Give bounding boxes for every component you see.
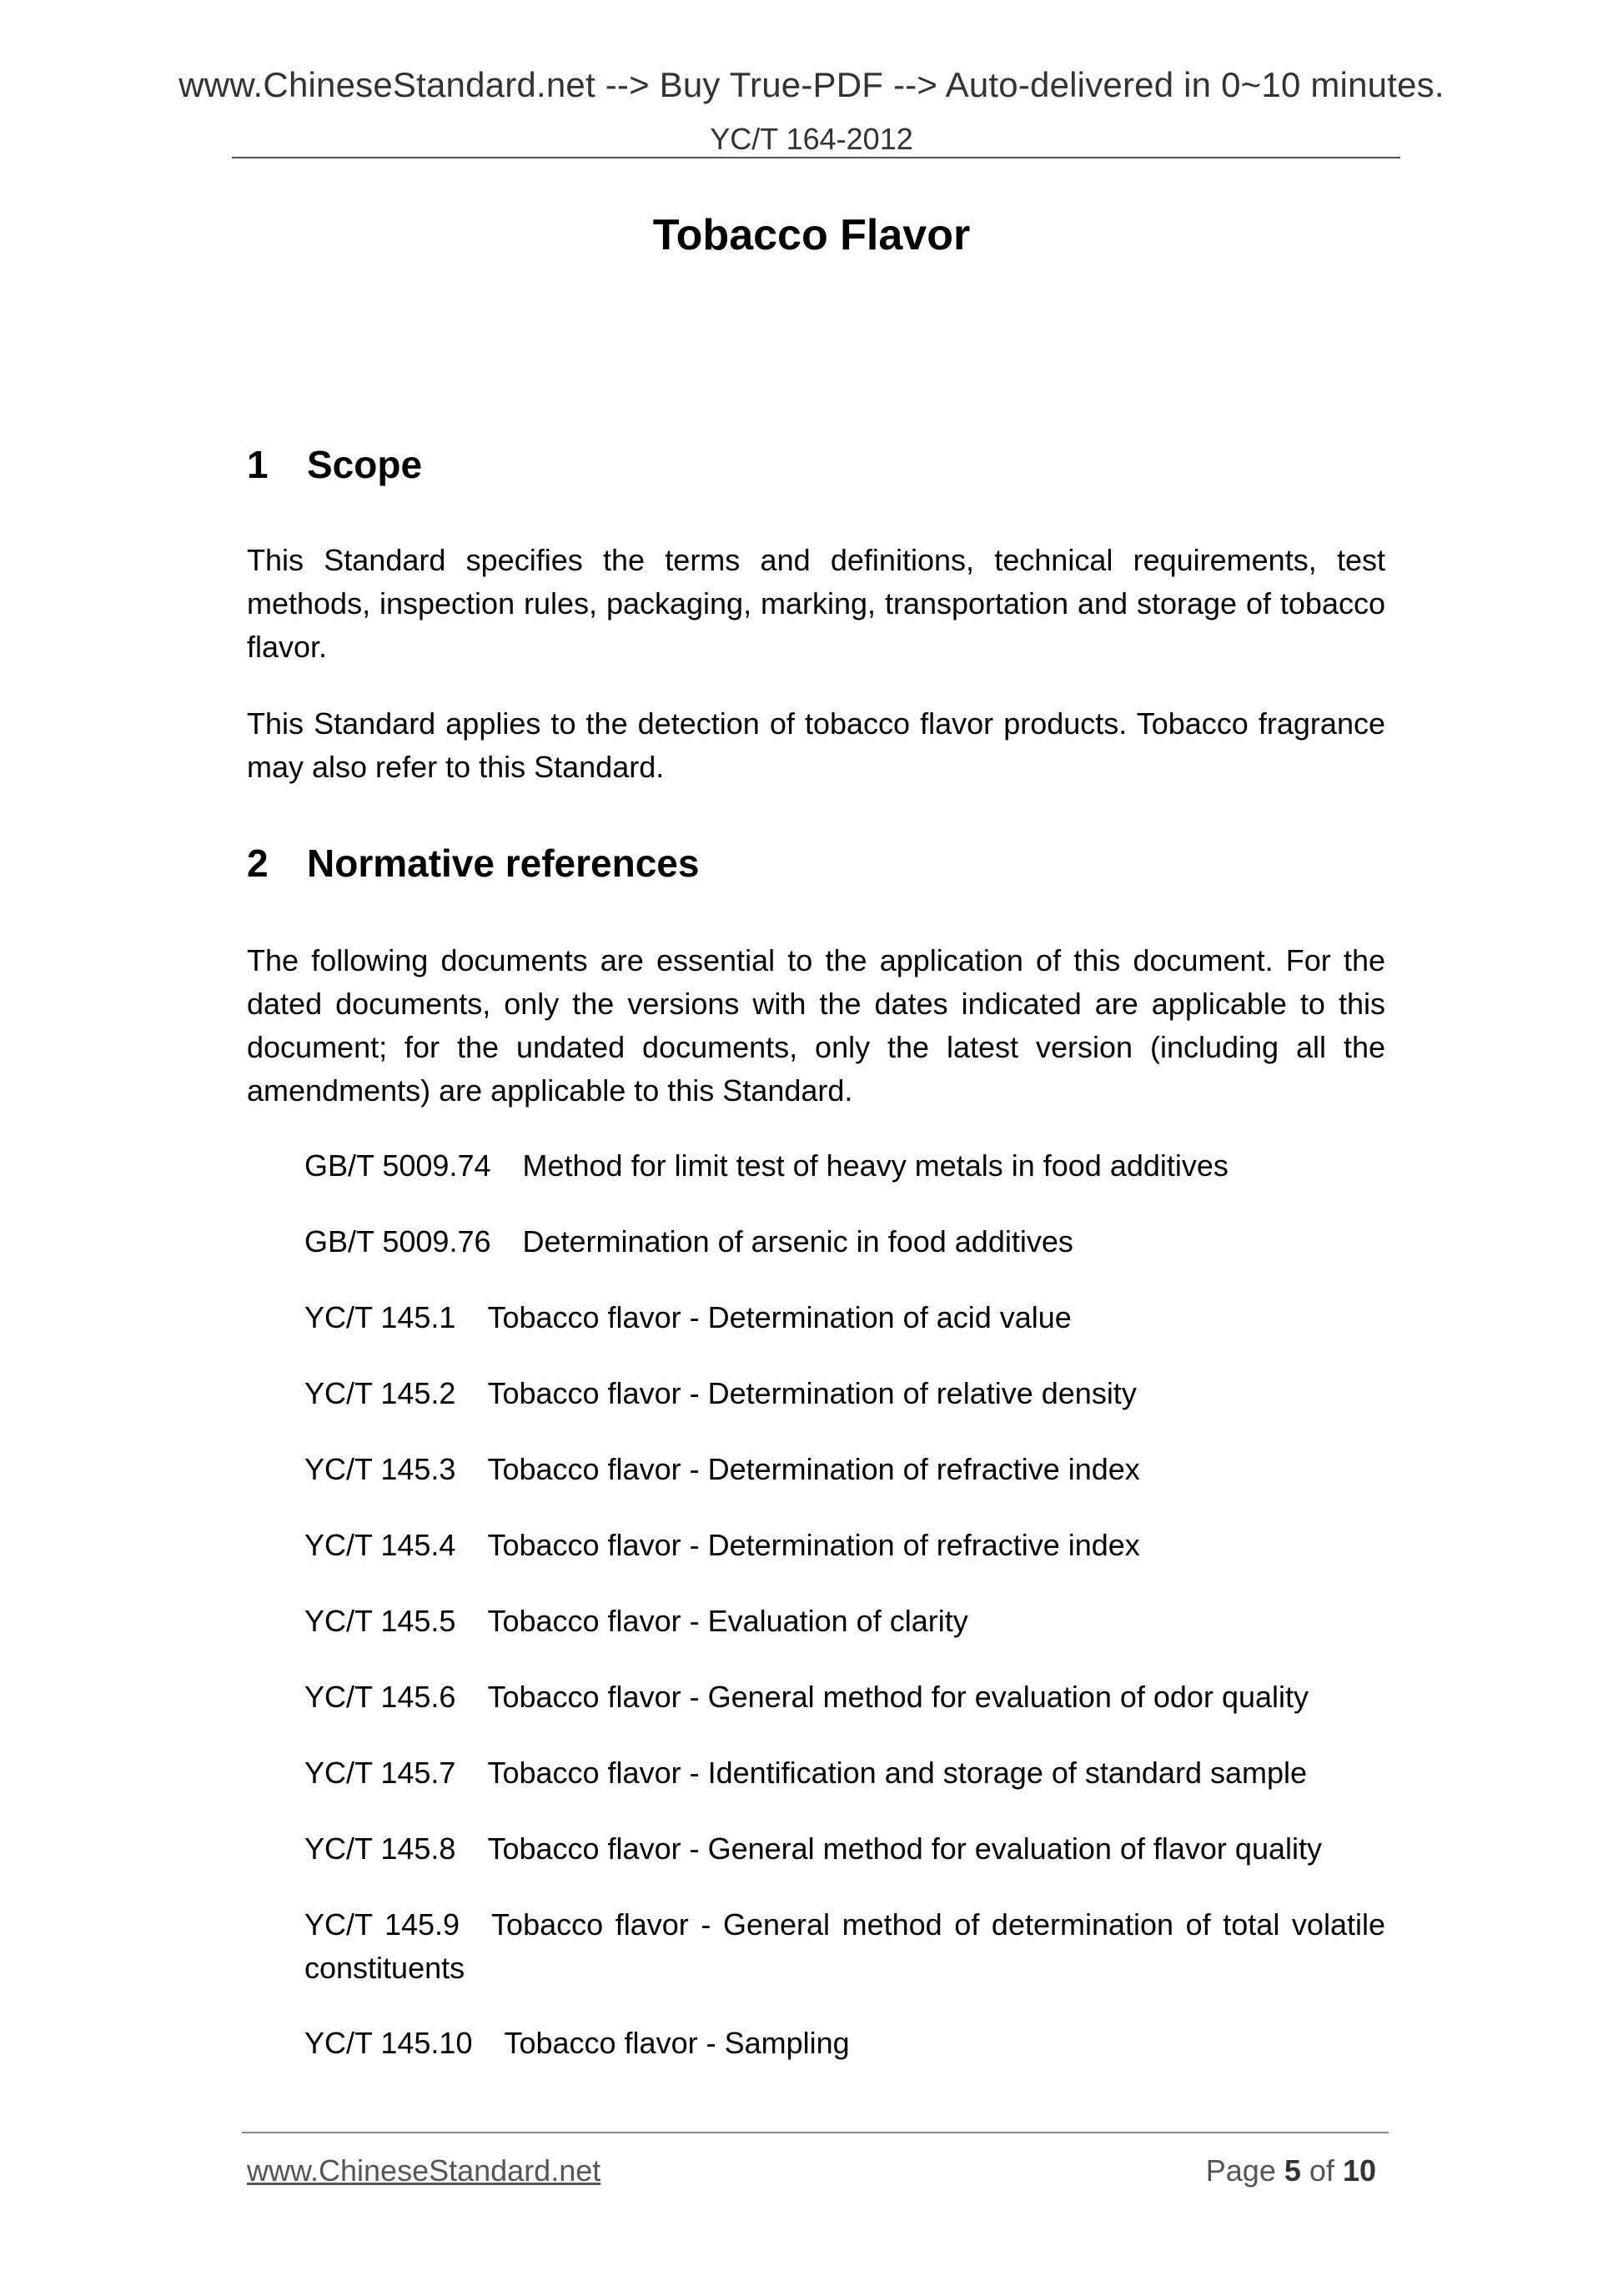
header-divider <box>232 157 1400 158</box>
reference-item <box>304 1220 1385 1264</box>
reference-code: YC/T 145.9 <box>304 1907 460 1942</box>
reference-code: YC/T 145.1 <box>304 1300 456 1334</box>
reference-item <box>304 1372 1385 1415</box>
scope-paragraph-2: This Standard applies to the detection of tobacco flavor products. Tobacco fragrance may also refer to this Standard. <box>247 706 1385 784</box>
reference-title: Tobacco flavor - Determination of relative density <box>487 1376 1137 1410</box>
header-banner: www.ChineseStandard.net --> Buy True-PDF --> Auto-delivered in 0~10 minutes. <box>178 65 1445 104</box>
document-title: Tobacco Flavor <box>652 211 971 259</box>
section-title: Normative references <box>307 842 700 885</box>
reference-item <box>304 2022 1385 2065</box>
reference-title: Tobacco flavor - Evaluation of clarity <box>487 1604 968 1638</box>
page-current: 5 <box>1284 2153 1301 2188</box>
page-indicator <box>1206 2153 1376 2188</box>
reference-title: Tobacco flavor - General method for evaluation of flavor quality <box>487 1831 1322 1866</box>
reference-item <box>304 1751 1385 1795</box>
reference-code: GB/T 5009.76 <box>304 1224 491 1259</box>
reference-code: YC/T 145.3 <box>304 1452 456 1486</box>
reference-item <box>304 1827 1385 1871</box>
reference-title: Tobacco flavor - General method of determination of total volatile constituents <box>304 1907 1385 1985</box>
reference-title: Tobacco flavor - Determination of acid value <box>487 1300 1072 1334</box>
reference-item <box>304 1144 1385 1188</box>
reference-code: GB/T 5009.74 <box>304 1148 491 1183</box>
reference-title: Tobacco flavor - Sampling <box>504 2026 850 2060</box>
normative-references-paragraph: The following documents are essential to the application of this document. For the dated documents, only the versions with the dates indicated are applicable to this document; for the undated documents, only the latest version (including all the amendments) are applicable to this Standard. <box>247 943 1385 1108</box>
reference-title: Method for limit test of heavy metals in food additives <box>522 1148 1229 1183</box>
page-total: 10 <box>1342 2153 1376 2188</box>
reference-item <box>304 1600 1385 1643</box>
scope-paragraph-1: This Standard specifies the terms and definitions, technical requirements, test methods, inspection rules, packaging, marking, transportation and storage of tobacco flavor. <box>247 543 1385 664</box>
reference-title: Determination of arsenic in food additives <box>522 1224 1073 1259</box>
section-number: 2 <box>247 842 269 885</box>
section-heading-normative-references <box>247 841 699 886</box>
reference-title: Tobacco flavor - Identification and storage of standard sample <box>487 1756 1308 1790</box>
reference-item <box>304 1296 1385 1339</box>
reference-item <box>304 1524 1385 1567</box>
footer-website-link[interactable]: www.ChineseStandard.net <box>247 2153 601 2188</box>
reference-title: Tobacco flavor - Determination of refractive index <box>487 1452 1140 1486</box>
section-heading-scope <box>247 442 422 487</box>
standard-code: YC/T 164-2012 <box>710 122 913 156</box>
reference-code: YC/T 145.6 <box>304 1680 456 1714</box>
reference-code: YC/T 145.5 <box>304 1604 456 1638</box>
section-title: Scope <box>307 443 423 486</box>
page-of: of <box>1309 2153 1334 2188</box>
reference-title: Tobacco flavor - General method for evaluation of odor quality <box>487 1680 1309 1714</box>
page-prefix: Page <box>1205 2153 1276 2188</box>
reference-title: Tobacco flavor - Determination of refractive index <box>487 1528 1140 1562</box>
reference-code: YC/T 145.10 <box>304 2026 473 2060</box>
footer-divider <box>242 2132 1389 2133</box>
reference-item <box>304 1903 1385 1990</box>
reference-code: YC/T 145.8 <box>304 1831 456 1866</box>
reference-code: YC/T 145.4 <box>304 1528 456 1562</box>
reference-item <box>304 1448 1385 1491</box>
reference-item <box>304 1676 1385 1719</box>
section-number: 1 <box>247 443 269 486</box>
reference-code: YC/T 145.2 <box>304 1376 456 1410</box>
reference-code: YC/T 145.7 <box>304 1756 456 1790</box>
